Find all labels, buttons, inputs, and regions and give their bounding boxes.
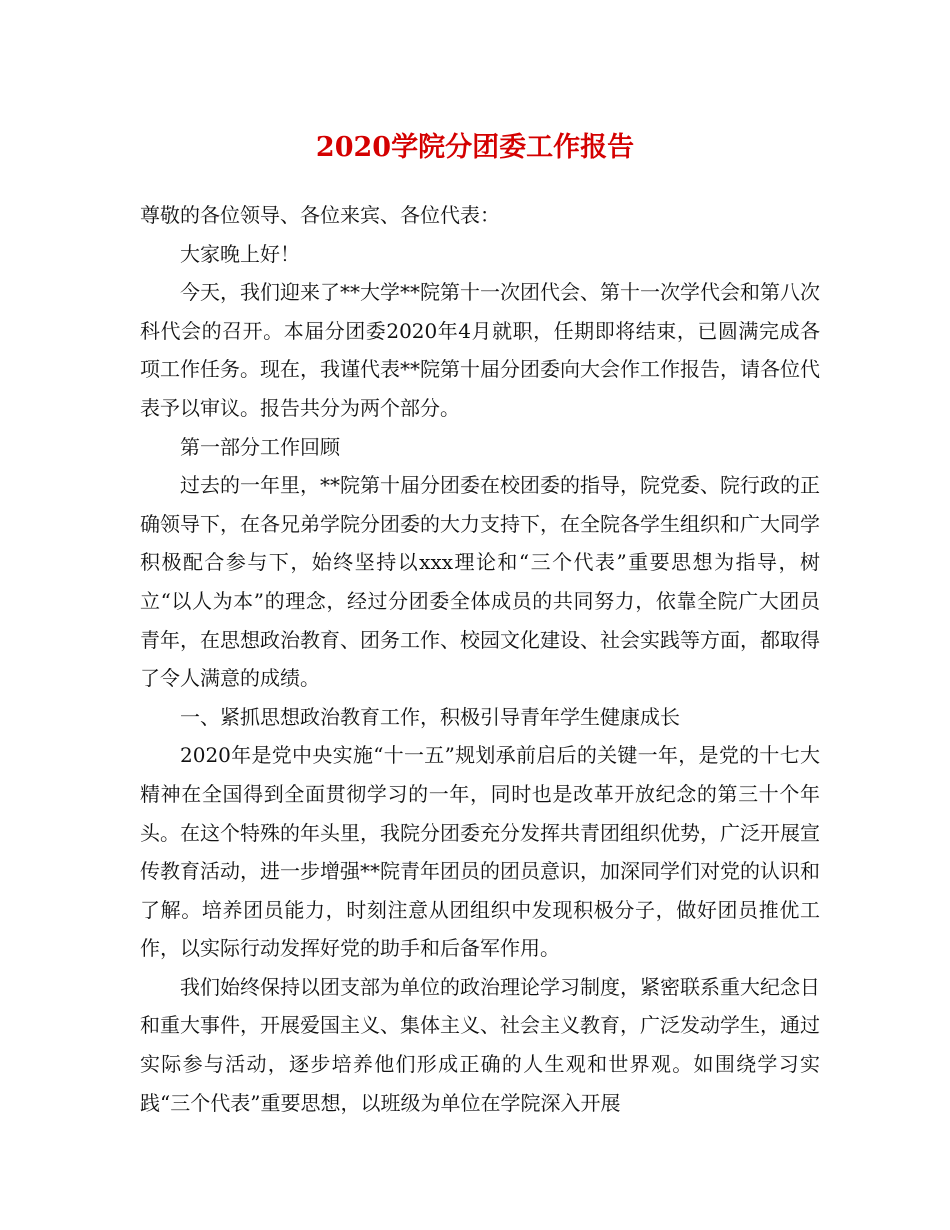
- paragraph-greeting: 大家晚上好！: [180, 241, 300, 266]
- paragraph-salutation: 尊敬的各位领导、各位来宾、各位代表：: [140, 203, 500, 227]
- document-title: 2020学院分团委工作报告: [315, 132, 635, 163]
- section-heading-part-one: 第一部分工作回顾: [180, 434, 340, 459]
- paragraph-opening: 今天，我们迎来了**大学**院第十一次团代会、第十一次学代会和第八次科代会的召开。本届分团委2020年4月就职，任期即将结束，已圆满完成各项工作任务。现在，我谨代表**院第十届分团委向大会作工作报告，请各位代表予以审议。报告共分为两个部分。: [140, 280, 820, 420]
- paragraph-review-summary: 过去的一年里，**院第十届分团委在校团委的指导，院党委、院行政的正确领导下，在各兄弟学院分团委的大力支持下，在全院各学生组织和广大同学积极配合参与下，始终坚持以xxx理论和“三个代表”重要思想为指导，树立“以人为本”的理念，经过分团委全体成员的共同努力，依靠全院广大团员青年，在思想政治教育、团务工作、校园文化建设、社会实践等方面，都取得了令人满意的成绩。: [140, 473, 820, 691]
- paragraph-study-system: 我们始终保持以团支部为单位的政治理论学习制度，紧密联系重大纪念日和重大事件，开展爱国主义、集体主义、社会主义教育，广泛发动学生，通过实际参与活动，逐步培养他们形成正确的人生观和世界观。如围绕学习实践“三个代表”重要思想，以班级为单位在学院深入开展: [140, 974, 820, 1115]
- subsection-heading-one: 一、紧抓思想政治教育工作，积极引导青年学生健康成长: [180, 704, 680, 729]
- paragraph-political-education: 2020年是党中央实施“十一五”规划承前启后的关键一年，是党的十七大精神在全国得到全面贯彻学习的一年，同时也是改革开放纪念的第三十个年头。在这个特殊的年头里，我院分团委充分发挥共青团组织优势，广泛开展宣传教育活动，进一步增强**院青年团员的团员意识，加深同学们对党的认识和了解。培养团员能力，时刻注意从团组织中发现积极分子，做好团员推优工作，以实际行动发挥好党的助手和后备军作用。: [140, 743, 820, 961]
- document-body: [140, 196, 820, 1122]
